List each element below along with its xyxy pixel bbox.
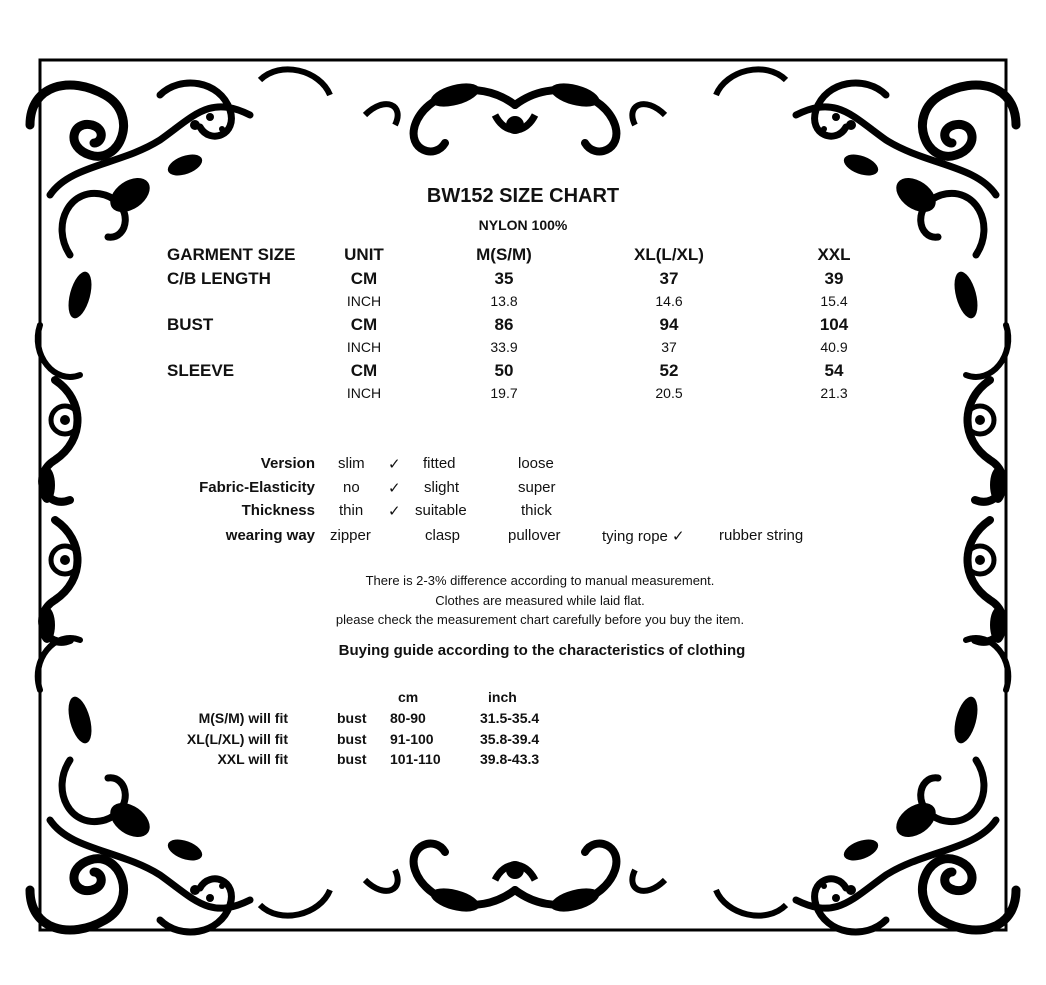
guide-title: Buying guide according to the characteristics of clothing <box>338 642 746 659</box>
unit-cm: CM <box>350 361 378 380</box>
char-option: pullover <box>508 527 561 544</box>
row-label-length: C/B LENGTH <box>167 269 271 288</box>
guide-inch: 31.5-35.4 <box>480 710 540 726</box>
value-inch: 37 <box>661 339 677 355</box>
char-option: zipper <box>330 527 371 544</box>
value-inch: 21.3 <box>820 385 848 401</box>
char-option: fitted <box>423 455 456 472</box>
value-cm: 104 <box>819 315 849 334</box>
char-label-thickness: Thickness <box>241 502 315 519</box>
char-option: tying rope ✓ <box>602 528 685 545</box>
char-option: super <box>518 479 556 496</box>
char-option: thin <box>339 502 364 519</box>
guide-row-label: XXL will fit <box>217 751 288 767</box>
char-option: slim <box>338 455 365 472</box>
note-line: Clothes are measured while laid flat. <box>435 593 645 608</box>
check-icon: ✓ <box>388 480 401 497</box>
row-label-bust: BUST <box>167 315 214 334</box>
char-option: rubber string <box>719 527 804 544</box>
material-label: NYLON 100% <box>478 217 568 233</box>
unit-cm: CM <box>350 315 378 334</box>
row-label-sleeve: SLEEVE <box>167 361 235 380</box>
char-label-wearing-way: wearing way <box>225 527 315 544</box>
value-cm: 54 <box>824 361 844 380</box>
char-option: slight <box>424 479 460 496</box>
guide-col-cm: cm <box>398 689 419 705</box>
header-unit: UNIT <box>344 245 384 264</box>
unit-inch: INCH <box>346 339 382 355</box>
value-inch: 19.7 <box>490 385 518 401</box>
guide-part: bust <box>337 710 367 726</box>
char-option: no <box>343 479 360 496</box>
char-option: clasp <box>425 527 461 544</box>
value-inch: 13.8 <box>490 293 518 309</box>
char-option: suitable <box>415 502 467 519</box>
header-size-m: M(S/M) <box>476 245 532 264</box>
value-cm: 39 <box>824 269 844 288</box>
value-cm: 35 <box>494 269 514 288</box>
value-cm: 52 <box>659 361 679 380</box>
header-size-xxl: XXL <box>817 245 851 264</box>
guide-row-label: XL(L/XL) will fit <box>186 731 288 747</box>
guide-inch: 35.8-39.4 <box>480 731 540 747</box>
value-inch: 33.9 <box>490 339 518 355</box>
char-label-elasticity: Fabric-Elasticity <box>199 479 315 496</box>
value-inch: 20.5 <box>655 385 683 401</box>
guide-part: bust <box>337 731 367 747</box>
value-inch: 15.4 <box>820 293 848 309</box>
value-cm: 86 <box>494 315 514 334</box>
value-inch: 14.6 <box>655 293 683 309</box>
char-label-version: Version <box>260 455 315 472</box>
guide-cm: 91-100 <box>390 731 434 747</box>
value-cm: 50 <box>494 361 514 380</box>
header-size-xl: XL(L/XL) <box>634 245 704 264</box>
value-cm: 37 <box>659 269 679 288</box>
guide-inch: 39.8-43.3 <box>480 751 540 767</box>
char-option: loose <box>518 455 554 472</box>
header-garment-size: GARMENT SIZE <box>167 245 296 264</box>
note-line: There is 2-3% difference according to manual measurement. <box>365 573 715 588</box>
page-title: BW152 SIZE CHART <box>426 185 620 207</box>
guide-cm: 80-90 <box>390 710 426 726</box>
guide-part: bust <box>337 751 367 767</box>
value-cm: 94 <box>659 315 679 334</box>
guide-cm: 101-110 <box>390 751 441 767</box>
check-icon: ✓ <box>388 503 401 520</box>
unit-cm: CM <box>350 269 378 288</box>
check-icon: ✓ <box>388 456 401 473</box>
value-inch: 40.9 <box>820 339 848 355</box>
unit-inch: INCH <box>346 385 382 401</box>
guide-row-label: M(S/M) will fit <box>198 710 288 726</box>
guide-col-inch: inch <box>488 689 517 705</box>
char-option: thick <box>521 502 552 519</box>
note-line: please check the measurement chart carefully before you buy the item. <box>335 612 745 627</box>
unit-inch: INCH <box>346 293 382 309</box>
